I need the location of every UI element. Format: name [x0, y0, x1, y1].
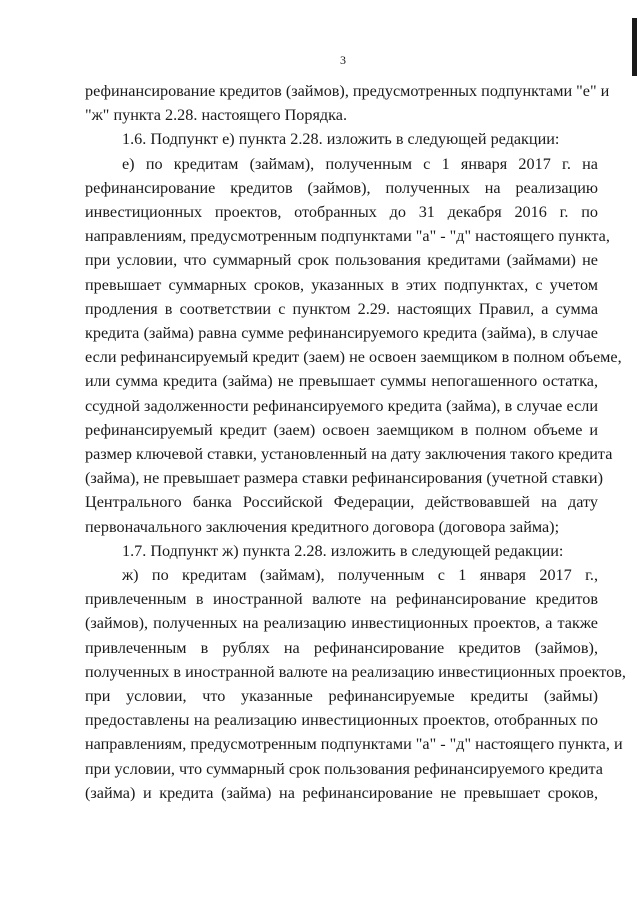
document-body	[85, 79, 626, 805]
text-line: рефинансирование кредитов (займов), полученных на реализацию	[85, 178, 598, 197]
text-line: рефинансирование кредитов (займов), предусмотренных подпунктами "е" и	[85, 82, 610, 100]
text-line: превышает суммарных сроков, указанных в этих подпунктах, с учетом	[85, 275, 598, 294]
text-line: продления в соответствии с пунктом 2.29. настоящих Правил, а сумма	[85, 299, 598, 318]
text-line: или сумма кредита (займа) не превышает суммы непогашенного остатка,	[85, 372, 598, 391]
text-line: при условии, что суммарный срок пользования рефинансируемого кредита	[85, 759, 603, 778]
text-line: 1.6. Подпункт е) пункта 2.28. изложить в следующей редакции:	[122, 130, 560, 149]
text-line: кредита (займа) равна сумме рефинансируемого кредита (займа), в случае	[85, 324, 598, 343]
text-line: первоначального заключения кредитного договора (договора займа);	[85, 517, 560, 536]
text-line: направлениям, предусмотренным подпунктами "а" - "д" настоящего пункта, и	[85, 735, 623, 754]
text-line: ж) по кредитам (займам), полученным с 1 января 2017 г.,	[122, 566, 598, 585]
text-line: (займов), полученных на реализацию инвестиционных проектов, а также	[85, 614, 598, 633]
text-line: размер ключевой ставки, установленный на дату заключения такого кредита	[85, 445, 613, 464]
text-line: при условии, что суммарный срок пользования кредитами (займами) не	[85, 251, 598, 270]
text-line: Центрального банка Российской Федерации, действовавшей на дату	[85, 493, 598, 512]
text-line: е) по кредитам (займам), полученным с 1 января 2017 г. на	[122, 154, 598, 173]
text-line: при условии, что указанные рефинансируемые кредиты (займы)	[85, 687, 598, 706]
text-line: "ж" пункта 2.28. настоящего Порядка.	[85, 106, 348, 125]
text-line: инвестиционных проектов, отобранных до 31 декабря 2016 г. по	[85, 203, 598, 222]
text-line: ссудной задолженности рефинансируемого кредита (займа), в случае если	[85, 396, 598, 415]
text-line: 1.7. Подпункт ж) пункта 2.28. изложить в следующей редакции:	[122, 541, 564, 560]
text-line: (займа), не превышает размера ставки рефинансирования (учетной ставки)	[85, 469, 603, 488]
text-line: привлеченным в иностранной валюте на рефинансирование кредитов	[85, 590, 598, 609]
text-line: (займа) и кредита (займа) на рефинансирование не превышает сроков,	[85, 783, 598, 802]
text-line: если рефинансируемый кредит (заем) не освоен заемщиком в полном объеме,	[85, 348, 622, 367]
text-line: рефинансируемый кредит (заем) освоен заемщиком в полном объеме и	[85, 420, 598, 439]
page-number: 3	[340, 53, 346, 67]
text-line: предоставлены на реализацию инвестиционных проектов, отобранных по	[85, 711, 598, 730]
text-line: привлеченным в рублях на рефинансирование кредитов (займов),	[85, 638, 598, 657]
text-line: направлениям, предусмотренным подпунктами "а" - "д" настоящего пункта,	[85, 227, 610, 246]
text-line: полученных в иностранной валюте на реализацию инвестиционных проектов,	[85, 662, 626, 681]
scan-edge-mark	[632, 18, 637, 76]
